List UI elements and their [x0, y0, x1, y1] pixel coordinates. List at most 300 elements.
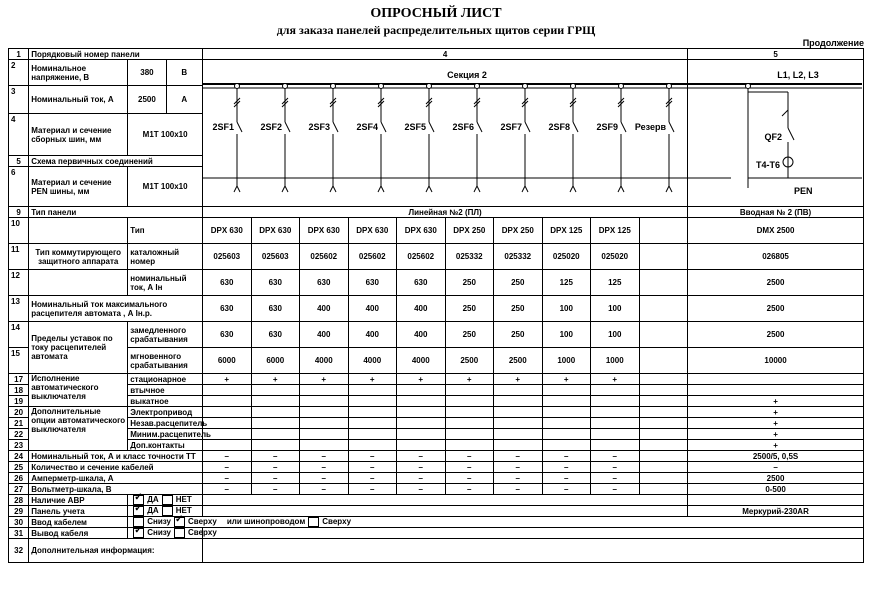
- form-subtitle: для заказа панелей распределительных щитов серии ГРЩ: [276, 23, 596, 37]
- pen-label: PEN: [794, 186, 813, 196]
- option-mark: [639, 440, 688, 451]
- breaker-value: 4000: [300, 348, 349, 374]
- row-sublabel: Незав.расцепитель: [128, 418, 203, 429]
- dash-value: –: [251, 484, 300, 495]
- option-mark: [300, 407, 349, 418]
- option-mark: [542, 440, 591, 451]
- breaker-value: DPX 250: [445, 218, 494, 244]
- breaker-value: 400: [348, 322, 397, 348]
- breaker-label: 2SF6: [452, 122, 475, 132]
- option-mark: [445, 418, 494, 429]
- dash-value: [639, 473, 688, 484]
- option-mark: [445, 440, 494, 451]
- input-option-mark: +: [688, 418, 864, 429]
- input-breaker-value: 2500: [688, 296, 864, 322]
- blank-cell: [203, 495, 688, 506]
- breaker-contact: [477, 122, 482, 132]
- breaker-contact: [621, 122, 626, 132]
- col-number-5: 5: [688, 49, 864, 60]
- option-mark: [639, 396, 688, 407]
- breaker-label: Резерв: [634, 122, 667, 132]
- breaker-value: 1000: [591, 348, 640, 374]
- dash-value: –: [397, 473, 446, 484]
- option-mark: [445, 429, 494, 440]
- input-value: –: [688, 462, 864, 473]
- breaker-value: 630: [251, 296, 300, 322]
- row-label: Исполнение автоматического выключателя: [29, 374, 128, 407]
- dash-value: –: [542, 484, 591, 495]
- breaker-value: 1000: [542, 348, 591, 374]
- breaker-label: 2SF7: [500, 122, 523, 132]
- breaker-label: 2SF2: [260, 122, 283, 132]
- dash-value: –: [494, 451, 543, 462]
- breaker-value: [639, 244, 688, 270]
- breaker-value: 400: [397, 296, 446, 322]
- bus-connection-dot: [746, 84, 751, 89]
- row-num: 3: [9, 86, 29, 114]
- row-sublabel: втычное: [128, 385, 203, 396]
- breaker-contact: [429, 122, 434, 132]
- row-num: 18: [9, 385, 29, 396]
- top-checkbox[interactable]: [174, 517, 185, 527]
- dash-value: –: [494, 462, 543, 473]
- option-mark: [591, 440, 640, 451]
- line-panel-type: Линейная №2 (ПЛ): [203, 207, 688, 218]
- breaker-contact: [669, 122, 674, 132]
- dash-value: –: [542, 451, 591, 462]
- dash-value: –: [300, 462, 349, 473]
- cable-arrow: [234, 186, 237, 192]
- dash-value: –: [300, 473, 349, 484]
- cable-arrow: [522, 186, 525, 192]
- row-num: 29: [9, 506, 29, 517]
- row-num: 30: [9, 517, 29, 528]
- breaker-value: DPX 630: [300, 218, 349, 244]
- dash-value: –: [397, 462, 446, 473]
- cable-arrow: [381, 186, 384, 192]
- option-mark: [397, 385, 446, 396]
- row-num: 32: [9, 539, 29, 563]
- breaker-value: DPX 125: [591, 218, 640, 244]
- option-mark: [397, 429, 446, 440]
- dash-value: –: [203, 473, 252, 484]
- option-mark: [591, 429, 640, 440]
- breaker-contact: [573, 122, 578, 132]
- breaker-value: 025603: [203, 244, 252, 270]
- row-sublabel: каталожный номер: [128, 244, 203, 270]
- dash-value: –: [203, 484, 252, 495]
- option-mark: [203, 440, 252, 451]
- form-title: ОПРОСНЫЙ ЛИСТ: [370, 6, 502, 21]
- breaker-value: 025332: [494, 244, 543, 270]
- dash-value: –: [348, 462, 397, 473]
- breaker-value: [639, 322, 688, 348]
- breaker-contact: [285, 122, 290, 132]
- option-mark: +: [397, 374, 446, 385]
- dash-value: –: [445, 451, 494, 462]
- breaker-value: 630: [300, 270, 349, 296]
- breaker-value: DPX 630: [203, 218, 252, 244]
- bus-connection-dot: [427, 84, 432, 89]
- option-mark: [542, 385, 591, 396]
- option-mark: [300, 418, 349, 429]
- single-line-diagram: [203, 68, 731, 198]
- breaker-label: 2SF4: [356, 122, 379, 132]
- option-mark: [251, 440, 300, 451]
- cable-arrow: [570, 186, 573, 192]
- row-num: 12: [9, 270, 29, 296]
- cable-arrow: [669, 186, 672, 192]
- cable-arrow: [285, 186, 288, 192]
- row-num: 5: [9, 156, 29, 167]
- option-mark: [639, 429, 688, 440]
- breaker-value: 630: [203, 296, 252, 322]
- dash-value: –: [591, 484, 640, 495]
- input-breaker-label: QF2: [764, 132, 783, 142]
- option-mark: [251, 418, 300, 429]
- breaker-value: 2500: [445, 348, 494, 374]
- row-label: Пределы уставок по току расцепителей автомата: [29, 322, 128, 374]
- row-label: Вывод кабеля: [29, 528, 128, 539]
- row-label: Номинальный ток, А: [29, 86, 128, 114]
- dash-value: –: [251, 462, 300, 473]
- section-label: Секция 2: [447, 70, 487, 80]
- row-label: Амперметр-шкала, А: [29, 473, 203, 484]
- breaker-value: 630: [397, 270, 446, 296]
- dash-value: [639, 451, 688, 462]
- input-breaker-value: DMX 2500: [688, 218, 864, 244]
- row-sublabel: Доп.контакты: [128, 440, 203, 451]
- row-num: 31: [9, 528, 29, 539]
- questionnaire-table: [8, 48, 864, 563]
- no-label: НЕТ: [175, 506, 192, 516]
- dash-value: [639, 462, 688, 473]
- dash-value: –: [445, 473, 494, 484]
- voltage-value: 380: [128, 60, 166, 86]
- option-mark: [397, 418, 446, 429]
- input-diagram: [688, 60, 864, 207]
- input-value: 0-500: [688, 484, 864, 495]
- option-mark: [300, 440, 349, 451]
- input-breaker-value: 2500: [688, 322, 864, 348]
- option-mark: [445, 396, 494, 407]
- bus-connection-dot: [235, 84, 240, 89]
- row-num: 28: [9, 495, 29, 506]
- option-mark: [203, 407, 252, 418]
- dash-value: –: [591, 462, 640, 473]
- cable-arrow: [666, 186, 669, 192]
- option-mark: [203, 396, 252, 407]
- cable-arrow: [429, 186, 432, 192]
- bottom-checkbox[interactable]: [133, 528, 144, 538]
- option-mark: [397, 407, 446, 418]
- breaker-value: 630: [251, 270, 300, 296]
- breaker-value: 400: [348, 296, 397, 322]
- breaker-value: 4000: [397, 348, 446, 374]
- breaker-value: 250: [445, 322, 494, 348]
- row-label: Номинальный ток максимального расцепителя автомата , А Iн.р.: [29, 296, 203, 322]
- row-label-empty: [29, 270, 128, 296]
- option-mark: [348, 418, 397, 429]
- dash-value: –: [494, 484, 543, 495]
- row-num: 27: [9, 484, 29, 495]
- row-num: 15: [9, 348, 29, 374]
- row-label: Схема первичных соединений: [29, 156, 203, 167]
- dash-value: –: [203, 462, 252, 473]
- busway-top-label: Сверху: [322, 517, 352, 527]
- option-mark: +: [251, 374, 300, 385]
- option-mark: +: [348, 374, 397, 385]
- option-mark: [203, 385, 252, 396]
- voltage-unit: В: [166, 60, 202, 86]
- row-num: 9: [9, 207, 29, 218]
- option-mark: [542, 418, 591, 429]
- row-num: 26: [9, 473, 29, 484]
- option-mark: [251, 385, 300, 396]
- option-mark: [445, 385, 494, 396]
- row-sublabel: номинальный ток, А Iн: [128, 270, 203, 296]
- row-num: 17: [9, 374, 29, 385]
- dash-value: –: [397, 484, 446, 495]
- phase-tick: [782, 110, 788, 116]
- row-label-empty: [29, 218, 128, 244]
- breaker-value: 100: [542, 296, 591, 322]
- option-mark: [542, 429, 591, 440]
- yes-checkbox[interactable]: [133, 506, 144, 516]
- bottom-label: Снизу: [147, 528, 171, 538]
- dash-value: [639, 484, 688, 495]
- row-num: 21: [9, 418, 29, 429]
- no-label: НЕТ: [175, 495, 192, 505]
- breaker-value: 250: [445, 270, 494, 296]
- breaker-value: 025332: [445, 244, 494, 270]
- option-mark: [494, 407, 543, 418]
- breaker-value: 025020: [591, 244, 640, 270]
- row-sublabel: стационарное: [128, 374, 203, 385]
- bus-connection-dot: [331, 84, 336, 89]
- row-label: Номинальное напряжение, В: [29, 60, 128, 86]
- breaker-contact: [381, 122, 386, 132]
- breaker-value: 630: [251, 322, 300, 348]
- row-label: Тип панели: [29, 207, 203, 218]
- breaker-value: 100: [591, 296, 640, 322]
- top-label: Сверху: [188, 528, 217, 538]
- row-num: 11: [9, 244, 29, 270]
- breaker-value: [639, 218, 688, 244]
- input-value: 2500/5, 0,5S: [688, 451, 864, 462]
- input-option-mark: +: [688, 396, 864, 407]
- input-breaker-value: 026805: [688, 244, 864, 270]
- input-value: Меркурий-230AR: [688, 506, 864, 517]
- dash-value: –: [203, 451, 252, 462]
- breaker-value: 400: [397, 322, 446, 348]
- dash-value: –: [251, 473, 300, 484]
- busbar-value: М1Т 100х10: [128, 114, 203, 156]
- dash-value: –: [300, 484, 349, 495]
- row-label: Ввод кабелем: [29, 517, 128, 528]
- dash-value: –: [300, 451, 349, 462]
- option-mark: [348, 440, 397, 451]
- breaker-value: 250: [494, 322, 543, 348]
- breaker-value: 025602: [397, 244, 446, 270]
- option-mark: [542, 407, 591, 418]
- input-option-mark: +: [688, 440, 864, 451]
- option-mark: [251, 429, 300, 440]
- cable-arrow: [618, 186, 621, 192]
- dash-value: –: [542, 462, 591, 473]
- option-mark: +: [494, 374, 543, 385]
- cable-arrow: [474, 186, 477, 192]
- cable-arrow: [378, 186, 381, 192]
- input-option-mark: +: [688, 429, 864, 440]
- option-mark: +: [591, 374, 640, 385]
- option-mark: [591, 407, 640, 418]
- dash-value: –: [591, 451, 640, 462]
- option-mark: +: [542, 374, 591, 385]
- row-sublabel: мгновенного срабатывания: [128, 348, 203, 374]
- blank-cell: [203, 506, 688, 517]
- row-label: Номинальный ток, А и класс точности ТТ: [29, 451, 203, 462]
- phases-label: L1, L2, L3: [777, 70, 819, 80]
- option-mark: [348, 407, 397, 418]
- cable-arrow: [237, 186, 240, 192]
- option-mark: +: [300, 374, 349, 385]
- breaker-value: 100: [542, 322, 591, 348]
- breaker-label: 2SF1: [212, 122, 235, 132]
- option-mark: [639, 418, 688, 429]
- row-label: Материал и сечение PEN шины, мм: [29, 167, 128, 207]
- option-mark: [348, 429, 397, 440]
- dash-value: –: [591, 473, 640, 484]
- breaker-value: 250: [445, 296, 494, 322]
- option-mark: [494, 429, 543, 440]
- top-checkbox[interactable]: [174, 528, 185, 538]
- input-breaker-value: 10000: [688, 348, 864, 374]
- input-value: 2500: [688, 473, 864, 484]
- row-num: 2: [9, 60, 29, 86]
- breaker-contact: [333, 122, 338, 132]
- no-checkbox[interactable]: [162, 506, 173, 516]
- row-num: 1: [9, 49, 29, 60]
- section-diagram: [203, 60, 688, 207]
- input-single-line-diagram: [688, 68, 862, 198]
- option-mark: [639, 374, 688, 385]
- bus-connection-dot: [379, 84, 384, 89]
- row-num: 24: [9, 451, 29, 462]
- option-mark: [445, 407, 494, 418]
- input-panel-type: Вводная № 2 (ПВ): [688, 207, 864, 218]
- option-mark: [591, 418, 640, 429]
- option-mark: [494, 396, 543, 407]
- row-num: 22: [9, 429, 29, 440]
- yes-label: ДА: [147, 495, 159, 505]
- breaker-value: 025603: [251, 244, 300, 270]
- row-label: Количество и сечение кабелей: [29, 462, 203, 473]
- row-label: Дополнительные опции автоматического выключателя: [29, 407, 128, 451]
- option-mark: [348, 396, 397, 407]
- row-num: 25: [9, 462, 29, 473]
- option-mark: +: [203, 374, 252, 385]
- bus-connection-dot: [667, 84, 672, 89]
- yes-no-choice: [128, 506, 203, 517]
- dash-value: –: [445, 484, 494, 495]
- row-num: 13: [9, 296, 29, 322]
- breaker-value: [639, 270, 688, 296]
- breaker-value: DPX 250: [494, 218, 543, 244]
- dash-value: –: [445, 462, 494, 473]
- option-mark: [639, 407, 688, 418]
- breaker-value: [639, 348, 688, 374]
- bus-connection-dot: [523, 84, 528, 89]
- input-value: [688, 495, 864, 506]
- breaker-value: 6000: [251, 348, 300, 374]
- breaker-value: 400: [300, 322, 349, 348]
- row-num: 23: [9, 440, 29, 451]
- current-value: 2500: [128, 86, 166, 114]
- breaker-value: 025602: [348, 244, 397, 270]
- breaker-label: 2SF5: [404, 122, 427, 132]
- breaker-value: 630: [203, 270, 252, 296]
- breaker-value: 250: [494, 296, 543, 322]
- dash-value: –: [494, 473, 543, 484]
- option-mark: [397, 440, 446, 451]
- row-num: 4: [9, 114, 29, 156]
- breaker-value: 630: [348, 270, 397, 296]
- option-mark: [300, 429, 349, 440]
- row-sublabel: замедленного срабатывания: [128, 322, 203, 348]
- option-mark: [251, 396, 300, 407]
- col-number-4: 4: [203, 49, 688, 60]
- row-num: 10: [9, 218, 29, 244]
- cable-exit-choice: [128, 528, 217, 539]
- busway-top-checkbox[interactable]: [308, 517, 319, 527]
- row-label: Порядковый номер панели: [29, 49, 203, 60]
- bus-connection-dot: [475, 84, 480, 89]
- option-mark: [494, 418, 543, 429]
- breaker-label: 2SF8: [548, 122, 571, 132]
- cable-arrow: [621, 186, 624, 192]
- row-label: Вольтметр-шкала, В: [29, 484, 203, 495]
- additional-info-field[interactable]: [203, 539, 864, 563]
- row-num: 20: [9, 407, 29, 418]
- input-option-mark: +: [688, 407, 864, 418]
- option-mark: [348, 385, 397, 396]
- option-mark: [494, 385, 543, 396]
- bottom-label: Снизу: [147, 517, 171, 527]
- breaker-value: 250: [494, 270, 543, 296]
- dash-value: –: [348, 484, 397, 495]
- row-num: 14: [9, 322, 29, 348]
- dash-value: –: [397, 451, 446, 462]
- option-mark: [397, 396, 446, 407]
- cable-arrow: [282, 186, 285, 192]
- breaker-value: 630: [203, 322, 252, 348]
- busway-label: или шинопроводом: [226, 517, 306, 527]
- continuation-label: Продолжение: [802, 38, 864, 48]
- input-breaker-value: 2500: [688, 270, 864, 296]
- breaker-value: 2500: [494, 348, 543, 374]
- no-checkbox[interactable]: [162, 495, 173, 505]
- row-label: Панель учета: [29, 506, 128, 517]
- dash-value: –: [251, 451, 300, 462]
- dash-value: –: [348, 451, 397, 462]
- row-sublabel: выкатное: [128, 396, 203, 407]
- ct-label: Т4-Т6: [756, 160, 781, 170]
- cable-arrow: [333, 186, 336, 192]
- option-mark: [300, 385, 349, 396]
- breaker-value: DPX 630: [348, 218, 397, 244]
- breaker-label: 2SF3: [308, 122, 331, 132]
